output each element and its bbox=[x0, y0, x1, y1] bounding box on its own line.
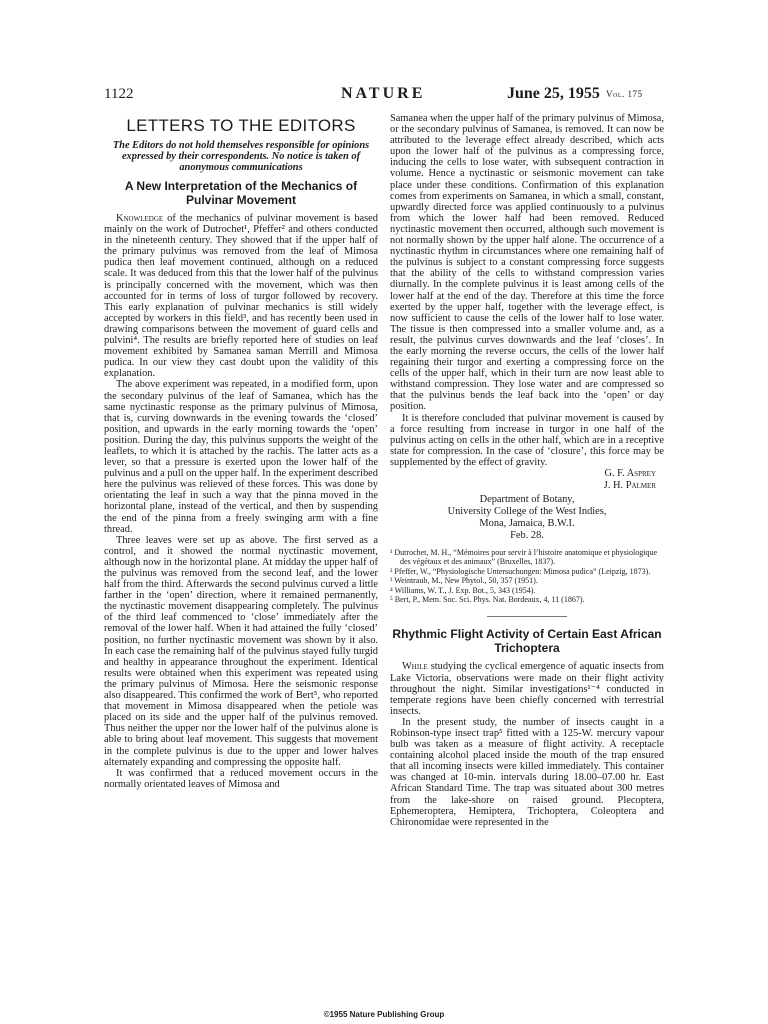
author-name: G. F. Asprey bbox=[604, 468, 656, 479]
paragraph bbox=[390, 661, 664, 716]
article-divider bbox=[487, 616, 567, 617]
left-column bbox=[104, 113, 378, 790]
lead-word: While bbox=[402, 661, 428, 673]
paragraph: It was confirmed that a reduced movement occurs in the normally orientated leaves of Mimosa and bbox=[104, 767, 378, 790]
reference: ⁴ Williams, W. T., J. Exp. Bot., 5, 343 (1954). bbox=[390, 585, 536, 595]
copyright-footer: ©1955 Nature Publishing Group bbox=[323, 1010, 445, 1019]
paragraph: It is therefore concluded that pulvinar movement is caused by a force resulting from increase in turgor in one half of the pulvinus acting on cells in the other half, which are in a receptive state for compression. In the case of ‘closure’, this force may be supplemented by the effect of gravity. bbox=[390, 412, 664, 468]
paragraph-text: studying the cyclical emergence of aquatic insects from Lake Victoria, observations were made on their flight activity throughout the night. Similar investigations¹⁻⁴ conducted in temperate regions have been chiefly concerned with terrestrial insects. bbox=[390, 661, 664, 717]
paragraph: The above experiment was repeated, in a modified form, upon the secondary pulvinus of the leaf of Samanea, which has the same nyctinastic response as the primary pulvinus of Mimosa, that is, curving downwards in the evening towards the ‘closed’ position, and upwards in the early morning towards the ‘open’ position. During the day, this pulvinus supports the weight of the leaflets, to which it is attached by the rachis. The latter acts as a lever, so that a pressure is exerted upon the lower half of the pulvinus and a pull on the upper half. In the experiment described here the pulvinus was relieved of these forces. This was done by orientating the leaf in such a way that the pinna moved in the horizontal plane, instead of the vertical, and then by suspending the end of the pinna from a freely swinging arm with a fine thread. bbox=[104, 379, 378, 535]
reference: ² Pfeffer, W., “Physiologische Untersuchungen: Mimosa pudica” (Leipzig, 1873). bbox=[390, 566, 651, 576]
affiliation-line: Mona, Jamaica, B.W.I. bbox=[479, 518, 575, 529]
reference: ³ Weintraub, M., New Phytol., 50, 357 (1951). bbox=[390, 576, 538, 586]
journal-name: NATURE bbox=[341, 85, 426, 102]
section-title: LETTERS TO THE EDITORS bbox=[126, 116, 356, 135]
reference: ⁵ Bert, P., Mem. Soc. Sci. Phys. Nat. Bordeaux, 4, 11 (1867). bbox=[390, 595, 585, 605]
paragraph bbox=[104, 213, 378, 379]
affiliation-line: Department of Botany, bbox=[479, 494, 575, 505]
references bbox=[390, 548, 664, 604]
article-title: A New Interpretation of the Mechanics of Pulvinar Movement bbox=[124, 179, 358, 207]
volume-number: Vol. 175 bbox=[606, 89, 643, 99]
affiliation bbox=[390, 494, 664, 542]
affiliation-line: University College of the West Indies, bbox=[447, 506, 607, 517]
paragraph-text: of the mechanics of pulvinar movement is based mainly on the work of Dutrochet¹, Pfeffer² and others conducted in the nineteenth century. They showed that if the upper half of the primary pulvinus was removed from the leaf of Mimosa pudica then leaf movement continued, although on a reduced scale. It was deduced from this that the lower half of the pulvinus is principally concerned with the movement, which was then accounted for in terms of loss of turgor followed by recovery. This early explanation of pulvinar mechanics is still widely accepted by workers in this field³, and has recently been used in drawing comparisons between the movement of guard cells and pulvini⁴. The results are briefly reported here of studies on leaf movement exhibited by Samanea saman Merrill and Mimosa pudica. In our view they cast doubt upon the validity of this explanation. bbox=[104, 213, 378, 380]
reference: ¹ Dutrochet, M. H., “Mémoires pour servir à l’histoire anatomique et physiologique des végétaux et des animaux” (Bruxelles, 1837). bbox=[390, 548, 658, 567]
right-column bbox=[390, 113, 664, 828]
paragraph: In the present study, the number of insects caught in a Robinson-type insect trap⁵ fitted with a 125-W. mercury vapour bulb was taken as a measure of flight activity. A receptacle containing alcohol placed inside the mouth of the trap ensured that all incoming insects were killed immediately. This container was changed at 10-min. intervals during 18.00–07.00 hr. East African Standard Time. The trap was situated about 300 metres from the lake-shore on raised ground. Plecoptera, Ephemeroptera, Hemiptera, Trichoptera, Coleoptera and Chironomidae were represented in the bbox=[390, 716, 664, 828]
paragraph: Three leaves were set up as above. The first served as a control, and it showed the normal nyctinastic movement, although now in the horizontal plane. At midday the upper half of the pulvinus was removed from the second leaf, and the lower half from the third. Afterwards the second pulvinus curved a little farther in the ‘open’ direction, where it remained permanently, the nyctinastic movement disappearing completely. The pulvinus of the third leaf commenced to ‘close’ immediately after the removal of the lower half. When it had attained the fully ‘closed’ position, no further nyctinastic movement was shown by it also. In each case the remaining half of the pulvinus stayed fully turgid and healthy in appearance throughout the experiment. Identical results were obtained when this experiment was repeated using the primary pulvinus of Mimosa. Here the seismonic response also disappeared. This confirmed the work of Bert⁵, who reported that movement in Mimosa disappeared when the petiole was placed on its side and the upper half of the pulvinus removed. Thus neither the upper nor the lower half of the pulvinus alone is able to bring about leaf movement. This suggests that movement in the complete pulvinus is due to the upper and lower halves alternately expanding and compressing the opposite half. bbox=[104, 534, 378, 768]
page-number: 1122 bbox=[104, 86, 134, 102]
issue-date: June 25, 1955 bbox=[507, 85, 600, 102]
page-header bbox=[104, 86, 660, 106]
author-name: J. H. Palmer bbox=[603, 480, 656, 491]
article-title: Rhythmic Flight Activity of Certain East African Trichoptera bbox=[392, 627, 662, 656]
affiliation-line: Feb. 28. bbox=[510, 530, 544, 541]
editor-note: The Editors do not hold themselves responsible for opinions expressed by their correspondents. No notice is taken of anonymous communications bbox=[112, 140, 370, 173]
lead-word: Knowledge bbox=[116, 213, 164, 224]
paragraph: Samanea when the upper half of the primary pulvinus of Mimosa, or the secondary pulvinus of Samanea, is removed. It can now be attributed to the leverage effect already described, which acts upon the lower half of the pulvinus as a compressing force, inducing the cells to lose water, with subsequent contraction in volume. Hence a nyctinastic or seismonic movement can take place under these conditions. Confirmation of this explanation comes from experiments on Samanea, in which a small, constant, upwardly directed force was applied continuously to a pulvinus from which the lower half had been removed. Reduced nyctinastic movement then occurred, although such movement is not normally shown by the upper half alone. The occurrence of a nyctinastic rhythm in circumstances where one remaining half of the pulvinus is subject to a constant compressing force suggests that the ability of the cells to withstand compression varies diurnally. In the complete pulvinus it is least among cells of the lower half at the end of the day. Therefore at this time the force exerted by the upper half, together with the leverage effect, is now sufficient to cause the cells of the lower half to lose water. The tissue is then compressed into a smaller volume and, as a result, the pulvinus curves downwards and the leaf ‘closes’. In the early morning the reverse occurs, the cells of the lower half regaining their turgor and exerting a compressing force on the cells of the upper half, which in their turn are now least able to withstand compression. They lose water and are compressed so that the pulvinus bends the leaf back into the ‘open’ or day position. bbox=[390, 113, 664, 413]
